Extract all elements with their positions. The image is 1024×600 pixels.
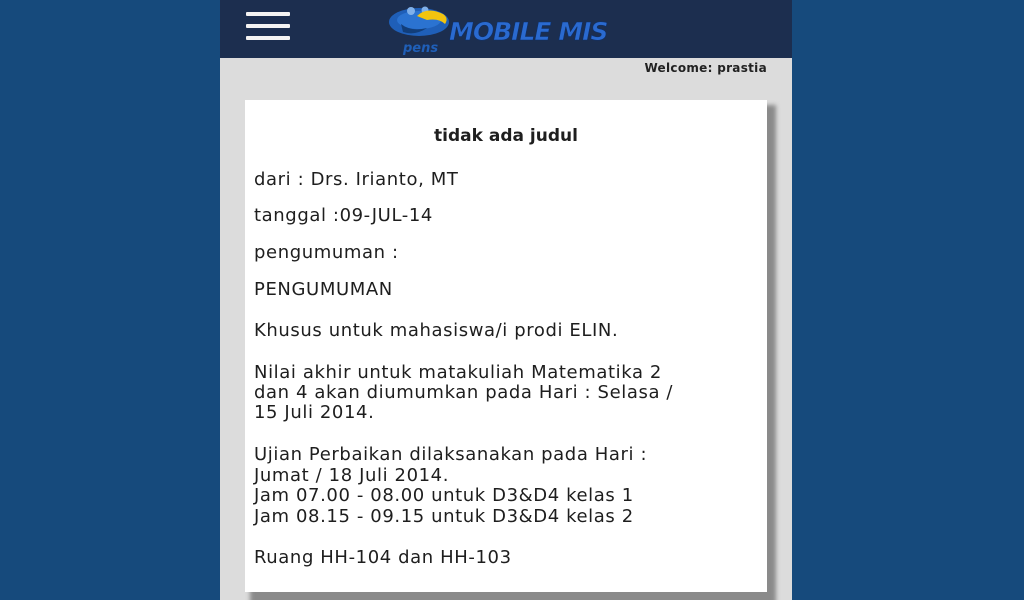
announcement-title: tidak ada judul [434, 126, 578, 146]
app-screen [220, 0, 792, 600]
announcement-label: pengumuman : [254, 242, 399, 263]
app-logo[interactable] [387, 2, 627, 56]
announcement-from: dari : Drs. Irianto, MT [254, 169, 459, 190]
announcement-date: tanggal :09-JUL-14 [254, 205, 433, 226]
announcement-body-line: Jam 08.15 - 09.15 untuk D3&D4 kelas 2 [254, 506, 634, 527]
logo-wordmark: MOBILE MIS [449, 17, 608, 46]
announcement-room: Ruang HH-104 dan HH-103 [254, 547, 512, 568]
announcement-body-line: 15 Juli 2014. [254, 402, 375, 423]
top-bar [220, 0, 792, 58]
announcement-body-line: Nilai akhir untuk matakuliah Matematika 2 [254, 362, 662, 383]
announcement-card [245, 100, 767, 592]
logo-subtext: pens [403, 41, 439, 56]
welcome-label: Welcome: prastia [644, 61, 767, 75]
announcement-body-line: Jumat / 18 Juli 2014. [254, 465, 450, 486]
menu-icon[interactable] [246, 12, 290, 42]
announcement-body-line: Jam 07.00 - 08.00 untuk D3&D4 kelas 1 [254, 485, 634, 506]
announcement-body-line: dan 4 akan diumumkan pada Hari : Selasa / [254, 382, 674, 403]
announcement-body-line: Ujian Perbaikan dilaksanakan pada Hari : [254, 444, 648, 465]
announcement-intro: Khusus untuk mahasiswa/i prodi ELIN. [254, 320, 619, 341]
announcement-heading: PENGUMUMAN [254, 279, 393, 300]
